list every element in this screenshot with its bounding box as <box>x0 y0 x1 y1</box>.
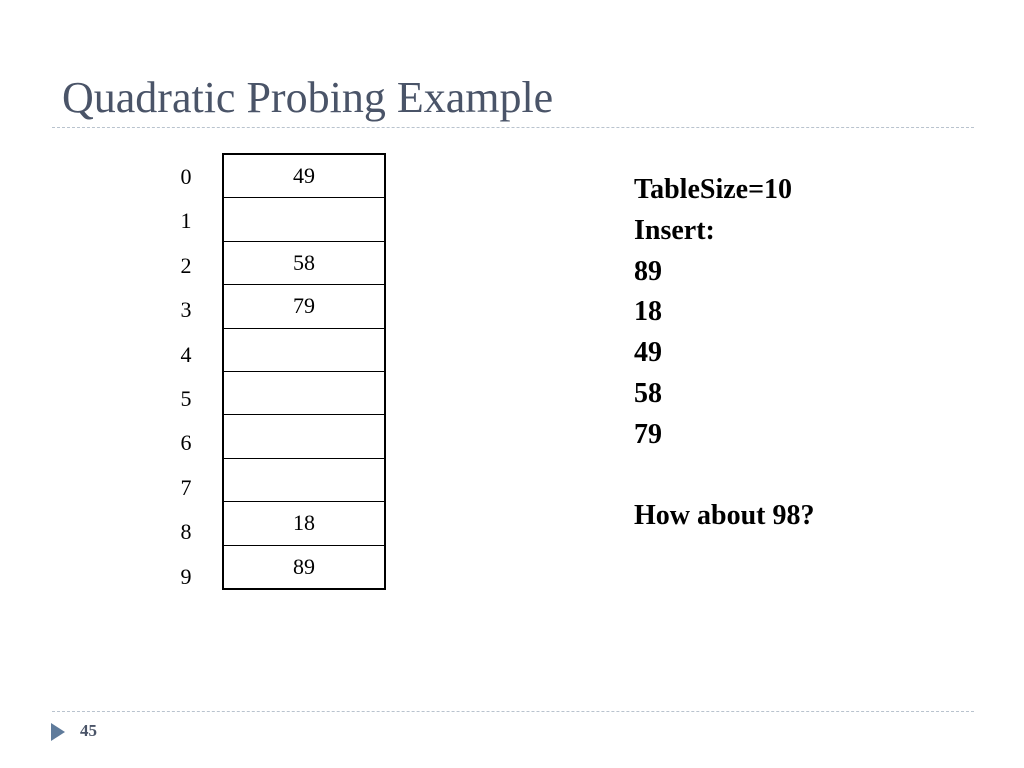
index-label: 1 <box>180 208 192 234</box>
table-cell: 58 <box>223 241 385 284</box>
footer-divider <box>52 711 974 712</box>
hash-table <box>222 153 386 590</box>
index-label: 7 <box>180 474 192 500</box>
index-label: 5 <box>180 385 192 411</box>
table-row <box>223 371 385 414</box>
index-label: 3 <box>180 297 192 323</box>
table-cell <box>223 371 385 414</box>
index-label: 0 <box>180 164 192 189</box>
insert-value: 89 <box>634 255 662 287</box>
question-text: How about 98? <box>634 500 815 532</box>
table-cell <box>223 198 385 241</box>
index-label: 4 <box>180 341 192 367</box>
table-row <box>223 328 385 371</box>
table-cell: 89 <box>293 553 315 579</box>
slide-title: Quadratic Probing Example <box>62 73 554 122</box>
info-panel <box>634 170 814 537</box>
index-column <box>170 154 202 598</box>
page-number: 45 <box>80 721 97 740</box>
table-row <box>223 285 385 328</box>
table-cell: 49 <box>223 154 385 198</box>
table-row <box>223 458 385 501</box>
table-row <box>223 502 385 545</box>
table-cell <box>223 458 385 501</box>
index-label: 8 <box>180 519 192 545</box>
table-row <box>223 415 385 458</box>
title-divider <box>52 127 974 128</box>
insert-label: Insert: <box>634 214 715 246</box>
table-size-text: TableSize=10 <box>634 174 793 205</box>
table-row <box>223 241 385 284</box>
table-cell: 79 <box>223 285 385 328</box>
spacer <box>634 456 814 497</box>
insert-value: 79 <box>634 418 662 450</box>
table-cell: 18 <box>223 502 385 545</box>
index-label: 9 <box>180 563 192 589</box>
table-cell <box>223 415 385 458</box>
insert-value: 58 <box>634 377 662 409</box>
index-label: 2 <box>180 252 192 278</box>
table-row <box>223 154 385 198</box>
insert-value: 49 <box>634 337 662 369</box>
table-row <box>223 198 385 241</box>
table-row <box>223 545 385 589</box>
triangle-bullet-icon <box>51 723 65 741</box>
index-label: 6 <box>180 430 192 456</box>
insert-value: 18 <box>634 296 662 328</box>
table-cell <box>223 328 385 371</box>
